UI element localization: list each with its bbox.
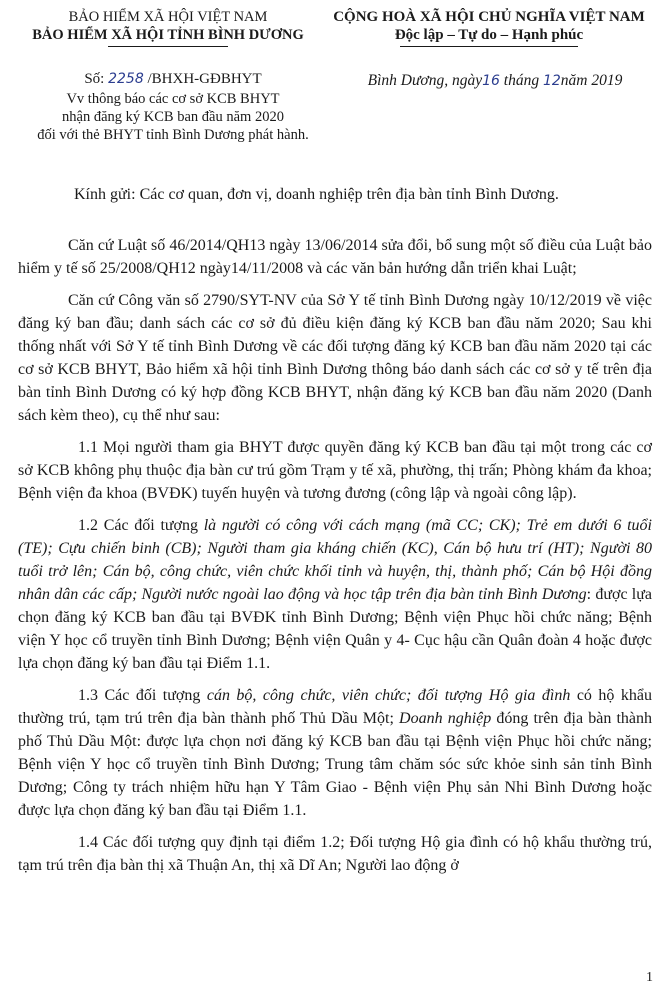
- recipient-line: Kính gửi: Các cơ quan, đơn vị, doanh nghiệp trên địa bàn tỉnh Bình Dương.: [74, 186, 559, 203]
- clause-italic: cán bộ, công chức, viên chức; đối tượng Hộ gia đình: [206, 687, 571, 704]
- clause-middle: có hộ khẩu thường trú, tạm trú trên địa bàn thành phố Thủ Dầu Một;: [18, 687, 653, 727]
- month-label: tháng: [499, 72, 543, 89]
- subject-line: Vv thông báo các cơ sở KCB BHYT: [66, 91, 280, 107]
- clause-1-4: 1.4 Các đối tượng quy định tại điểm 1.2; Đối tượng Hộ gia đình có hộ khẩu thường trú, tạm trú trên địa bàn thị xã Thuận An, thị xã Dĩ An; Người lao động ở: [18, 834, 652, 874]
- issue-date: [330, 72, 660, 90]
- doc-number-suffix: /BHXH-GĐBHYT: [143, 71, 262, 87]
- handwritten-doc-number: 2258: [108, 71, 144, 87]
- doc-number-prefix: Số:: [84, 71, 109, 87]
- clause-rest: : được lựa chọn đăng ký KCB ban đầu tại BVĐK tỉnh Bình Dương; Bệnh viện Phục hồi chức năng; Bệnh viện Y học cổ truyền tỉnh Bình Dương; Bệnh viện Quân y 4- Cục hậu cần Quân đoàn 4 hoặc được lựa chọn đăng ký ban đầu tại Điểm 1.1.: [18, 586, 652, 672]
- year-label: năm 2019: [560, 72, 623, 89]
- clause-1-1: 1.1 Mọi người tham gia BHYT được quyền đăng ký KCB ban đầu tại một trong các cơ sở KCB không phụ thuộc địa bàn cư trú gồm Trạm y tế xã, phường, thị trấn; Phòng khám đa khoa; Bệnh viện đa khoa (BVĐK) tuyến huyện và tương đương (công lập và ngoài công lập).: [18, 439, 652, 502]
- nation-name: CỘNG HOÀ XÃ HỘI CHỦ NGHĨA VIỆT NAM: [333, 9, 645, 25]
- body-paragraph: Căn cứ Luật số 46/2014/QH13 ngày 13/06/2014 sửa đổi, bổ sung một số điều của Luật bảo hiểm y tế số 25/2008/QH12 ngày14/11/2008 và các văn bản hướng dẫn triển khai Luật;: [18, 237, 652, 277]
- subject-line: đối với thẻ BHYT tỉnh Bình Dương phát hành.: [37, 127, 309, 143]
- clause-italic: Doanh nghiệp: [399, 710, 492, 727]
- page-number: 1: [646, 970, 653, 985]
- handwritten-day: 16: [482, 73, 500, 89]
- national-header-block: [318, 8, 660, 47]
- clause-1-3: [18, 684, 652, 822]
- subject-line: nhận đăng ký KCB ban đầu năm 2020: [62, 109, 284, 125]
- date-prefix: Bình Dương, ngày: [367, 72, 483, 89]
- clause-1-2: [18, 514, 652, 675]
- document-body: [18, 234, 652, 877]
- agency-underline: [108, 46, 228, 47]
- document-number: [18, 70, 328, 88]
- clause-italic: là người có công với cách mạng (mã CC; CK); Trẻ em dưới 6 tuổi (TE); Cựu chiến binh (CB); Người tham gia kháng chiến (KC), Cán bộ hưu trí (HT); Người 80 tuổi trở lên; Cán bộ, công chức, viên chức khối tỉnh và huyện, thị, thành phố; Cán bộ Hội đồng nhân dân các cấp; Người nước ngoài lao động và học tập trên địa bàn tỉnh Bình Dương: [18, 517, 652, 603]
- clause-lead: 1.3 Các đối tượng: [78, 687, 207, 704]
- issuing-agency-block: [18, 8, 318, 47]
- body-paragraph: Căn cứ Công văn số 2790/SYT-NV của Sở Y tế tỉnh Bình Dương ngày 10/12/2019 về việc đăng ký ban đầu; danh sách các cơ sở đủ điều kiện đăng ký KCB ban đầu năm 2020; Sau khi thống nhất với Sở Y tế tỉnh Bình Dương về các đối tượng đăng ký KCB ban đầu năm 2020 tại các cơ sở KCB BHYT, Bảo hiểm xã hội tỉnh Bình Dương thông báo danh sách các cơ sở y tế trên địa bàn tỉnh Bình Dương có ký hợp đồng KCB BHYT, nhận đăng ký KCB ban đầu năm 2020 (Danh sách kèm theo), cụ thể như sau:: [18, 292, 652, 424]
- document-subject: [18, 90, 328, 144]
- motto-underline: [400, 46, 578, 47]
- national-motto: Độc lập – Tự do – Hạnh phúc: [394, 27, 584, 43]
- clause-rest: đóng trên địa bàn thành phố Thủ Dầu Một: được lựa chọn nơi đăng ký KCB ban đầu tại Bệnh viện Phục hồi chức năng; Bệnh viện Y học cổ truyền tỉnh Bình Dương; Trung tâm chăm sóc sức khỏe sinh sản tỉnh Bình Dương; Công ty trách nhiệm hữu hạn Y Tâm Giao - Bệnh viện Phụ sản Nhi Bình Dương hoặc được lựa chọn đăng ký ban đầu tại Điểm 1.1.: [18, 710, 652, 819]
- parent-agency: BẢO HIỂM XÃ HỘI VIỆT NAM: [68, 9, 268, 25]
- handwritten-month: 12: [542, 73, 561, 89]
- clause-lead: 1.2 Các đối tượng: [78, 517, 204, 534]
- issuing-agency: BẢO HIỂM XÃ HỘI TỈNH BÌNH DƯƠNG: [32, 27, 304, 43]
